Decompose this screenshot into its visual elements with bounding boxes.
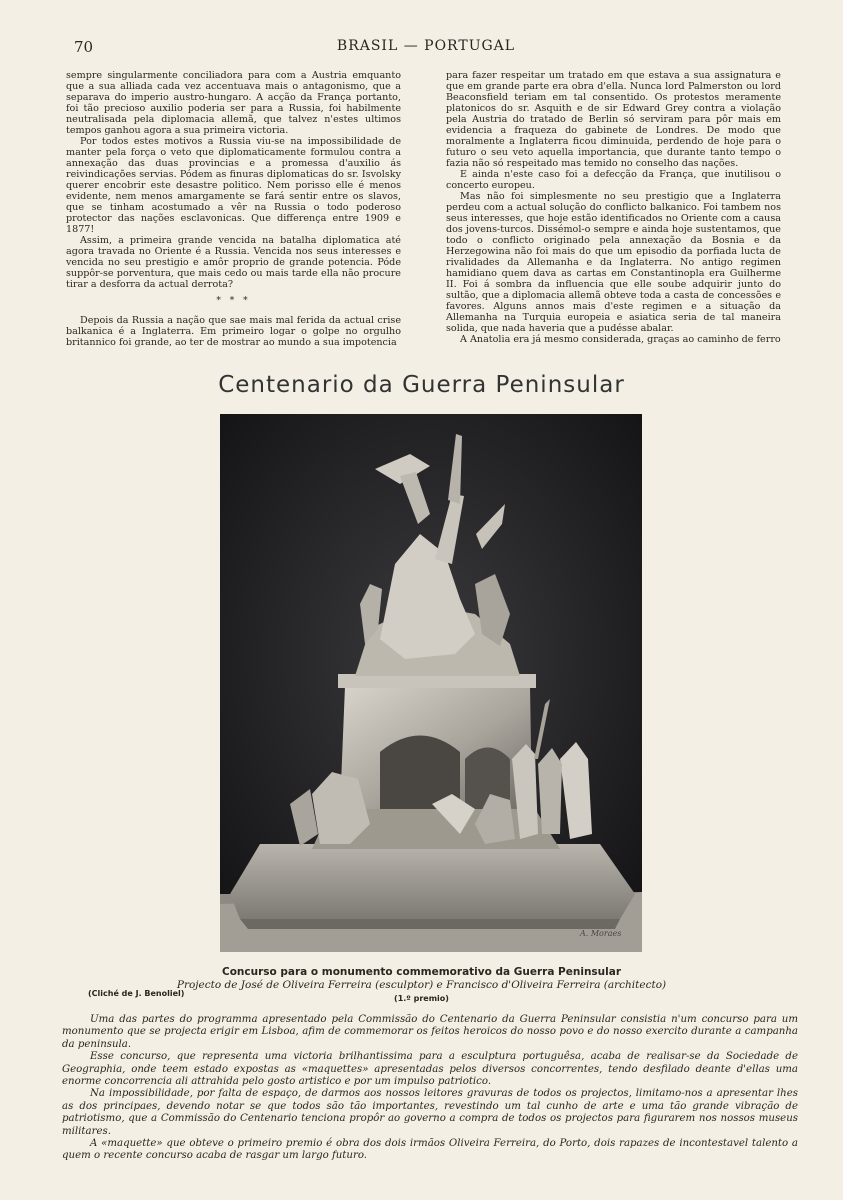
caption-paragraph-3: Na impossibilidade, por falta de espaço, de darmos aos nossos leitores gravuras de todos os projectos, limitamo-nos a apresentar lhes as dos principaes, devendo notar se que todos são tão importantes, revestindo um tal cunho de arte e uma tão grande vibração de patriotismo, que a Commissão do Centenario tenciona propôr ao governo a compra de todos os projectos para figurarem nos nossos museus militares. bbox=[62, 1088, 798, 1137]
right-paragraph-3: Mas não foi simplesmente no seu prestigio que a Inglaterra perdeu com a actual solução do conflicto balkanico. Foi tambem nos seus interesses, que hoje estão identificados no Oriente com a causa dos jovens-turcos. Dissémol-o sempre e ainda hoje sustentamos, que todo o conflicto originado pela annexação da Bosnia e da Herzegowina não foi mais do que um episodio da porfiada lucta de rivalidades da Allemanha e da Inglaterra. No antigo regimen hamidiano quem dava as cartas em Constantinopla era Guilherme II. Foi á sombra da influencia que elle soube adquirir junto do sultão, que a diplomacia allemã obteve toda a casta de concessões e favores. Alguns annos mais d'este regimen e a situação da Allemanha na Turquia europeia e asiatica seria de tal maneira solida, que nada haveria que a pudésse abalar. bbox=[446, 191, 781, 334]
caption-paragraph-4: A «maquette» que obteve o primeiro premio é obra dos dois irmãos Oliveira Ferreira, do Porto, dois rapazes de incontestavel talento a quem o recente concurso acaba de rasgar um largo futuro. bbox=[62, 1138, 798, 1162]
left-paragraph-4: Depois da Russia a nação que sae mais mal ferida da actual crise balkanica é a Inglaterra. Em primeiro logar o golpe no orgulho britannico foi grande, ao ter de mostrar ao mundo a sua impotencia bbox=[66, 315, 401, 348]
caption-body bbox=[62, 1014, 798, 1163]
page-header bbox=[62, 38, 790, 58]
left-paragraph-2: Por todos estes motivos a Russia viu-se na impossibilidade de manter pela força o veto que diplomaticamente formulou contra a annexação das duas provincias e a promessa d'auxilio ás reivindicações servias. Pódem as finuras diplomaticas do sr. Isvolsky querer encobrir este desastre politico. Nem porisso elle é menos evidente, nem menos amargamente se fará sentir entre os slavos, que se tinham acostumado a vêr na Russia o todo poderoso protector das nações esclavonicas. Que differença entre 1909 e 1877! bbox=[66, 136, 401, 235]
section-title: Centenario da Guerra Peninsular bbox=[218, 372, 625, 398]
running-title: BRASIL — PORTUGAL bbox=[336, 38, 516, 54]
caption-paragraph-2: Esse concurso, que representa uma victoria brilhantissima para a esculptura portuguêsa, acaba de realisar-se da Sociedade de Geographia, onde teem estado expostas as «maquettes» apresentadas pelos diversos concorrentes, tendo desfilado deante d'ellas uma enorme concorrencia ali attrahida pelo gosto artistico e por um impulso patriotico. bbox=[62, 1051, 798, 1088]
photo-signature: A. Moraes bbox=[580, 929, 622, 938]
left-paragraph-3: Assim, a primeira grande vencida na batalha diplomatica até agora travada no Oriente é a Russia. Vencida nos seus interesses e vencida no seu prestigio e amôr proprio de grande potencia. Póde suppôr-se porventura, que mais cedo ou mais tarde ella não procure tirar a desforra da actual derrota? bbox=[66, 235, 401, 290]
right-paragraph-4: A Anatolia era já mesmo considerada, graças ao caminho de ferro bbox=[460, 334, 781, 345]
right-column bbox=[446, 70, 781, 345]
left-paragraph-1: sempre singularmente conciliadora para com a Austria emquanto que a sua alliada cada vez accentuava mais o antagonismo, que a separava do imperio austro-hungaro. A acção da França portanto, foi tão precioso auxilio poderia ser para a Russia, foi habilmente neutralisada pela diplomacia allemã, que talvez n'estes ultimos tempos ganhou agora a sua primeira victoria. bbox=[66, 70, 401, 136]
caption-subtitle: Projecto de José de Oliveira Ferreira (esculptor) e Francisco d'Oliveira Ferreira (architecto) bbox=[176, 979, 667, 991]
section-separator: * * * bbox=[216, 296, 251, 306]
right-paragraph-1: para fazer respeitar um tratado em que estava a sua assignatura e que em grande parte era obra d'ella. Nunca lord Palmerston ou lord Beaconsfield teriam em tal consentido. Os protestos meramente platonicos do sr. Asquith e de sir Edward Grey contra a violação pela Austria do tratado de Berlin só serviram para pôr mais em evidencia a fraqueza do gabinete de Londres. De modo que moralmente a Inglaterra ficou diminuida, perdendo de hoje para o futuro o seu veto aquella importancia, que durante tanto tempo o fazia não só respeitado mas temido no conselho das nações. bbox=[446, 70, 781, 169]
monument-sculpture-illustration bbox=[220, 414, 642, 952]
photo-credit: (Cliché de J. Benoliel) bbox=[88, 989, 185, 998]
left-column bbox=[66, 70, 401, 348]
page-number: 70 bbox=[74, 38, 94, 56]
caption-paragraph-1: Uma das partes do programma apresentado pela Commissão do Centenario da Guerra Peninsular consistia n'um concurso para um monumento que se projecta erigir em Lisboa, afim de commemorar os feitos heroicos do nosso povo e do nosso exercito durante a campanha da peninsula. bbox=[62, 1014, 798, 1050]
right-paragraph-2: E ainda n'este caso foi a defecção da França, que inutilisou o concerto europeu. bbox=[446, 169, 781, 191]
monument-photo bbox=[220, 414, 642, 952]
caption-prize: (1.º premio) bbox=[394, 994, 449, 1003]
caption-title: Concurso para o monumento commemorativo da Guerra Peninsular bbox=[221, 966, 622, 978]
